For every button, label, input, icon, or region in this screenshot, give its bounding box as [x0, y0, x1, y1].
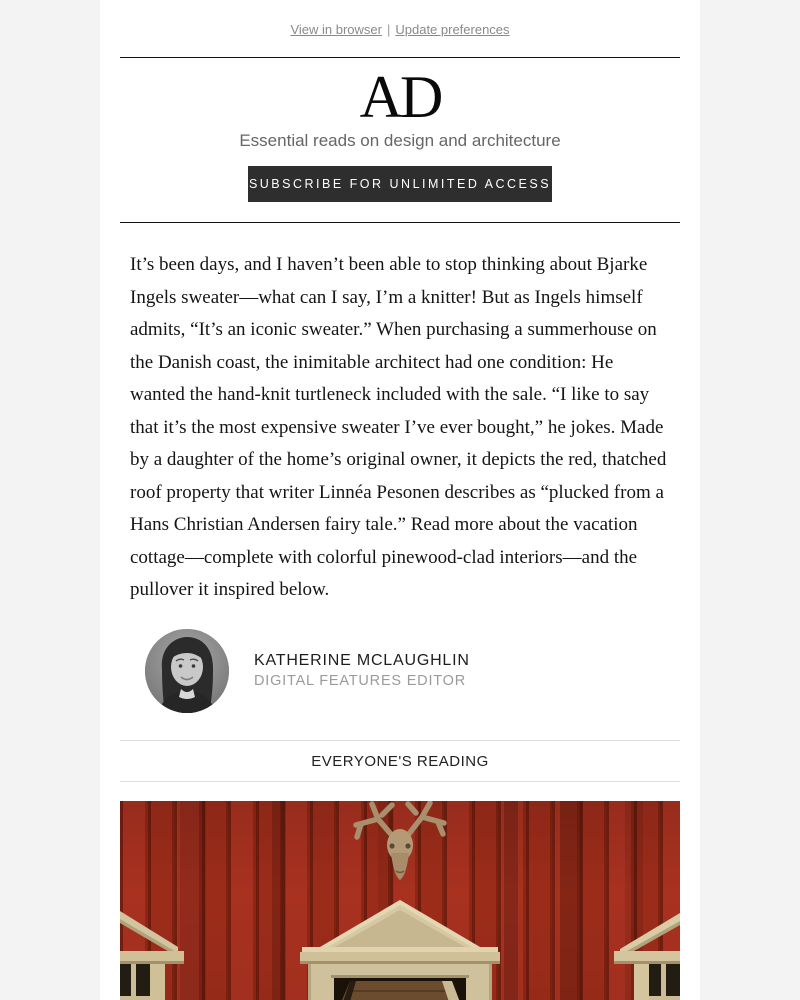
avatar-image	[145, 629, 229, 713]
divider-section-bottom	[120, 781, 680, 782]
preheader	[100, 0, 700, 37]
view-in-browser-link[interactable]: View in browser	[290, 22, 382, 37]
author-block	[145, 629, 700, 713]
email-body	[100, 0, 700, 1000]
author-title: DIGITAL FEATURES EDITOR	[254, 673, 467, 689]
intro-paragraph: It’s been days, and I haven’t been able to stop thinking about Bjarke Ingels sweater—what can I say, I’m a knitter! But as Ingels himself admits, “It’s an iconic sweater.” When purchasing a summerhouse on the Danish coast, the inimitable architect had one condition: He wanted the hand-knit turtleneck included with the sale. “I like to say that it’s the most expensive sweater I’ve ever bought,” he jokes. Made by a daughter of the home’s original owner, it depicts the red, thatched roof property that writer Linnéa Pesonen describes as “plucked from a Hans Christian Andersen fairy tale.” Read more about the vacation cottage—complete with colorful pinewood-clad interiors—and the pullover it inspired below.	[130, 254, 667, 600]
author-name: KATHERINE MCLAUGHLIN	[254, 652, 470, 669]
red-cottage-photo[interactable]	[120, 801, 680, 1000]
section-heading: EVERYONE'S READING	[311, 752, 489, 770]
ad-logo[interactable]: AD	[359, 64, 441, 130]
portrait-graphic	[145, 629, 229, 713]
divider-masthead	[120, 222, 680, 223]
subscribe-button[interactable]: SUBSCRIBE FOR UNLIMITED ACCESS	[248, 166, 552, 202]
section-header	[100, 740, 700, 782]
author-meta	[254, 652, 470, 689]
divider-top	[120, 57, 680, 58]
link-separator: |	[386, 22, 391, 37]
doorway-graphic	[308, 964, 492, 1000]
masthead-tagline: Essential reads on design and architecture	[239, 131, 561, 150]
update-preferences-link[interactable]: Update preferences	[395, 22, 510, 37]
